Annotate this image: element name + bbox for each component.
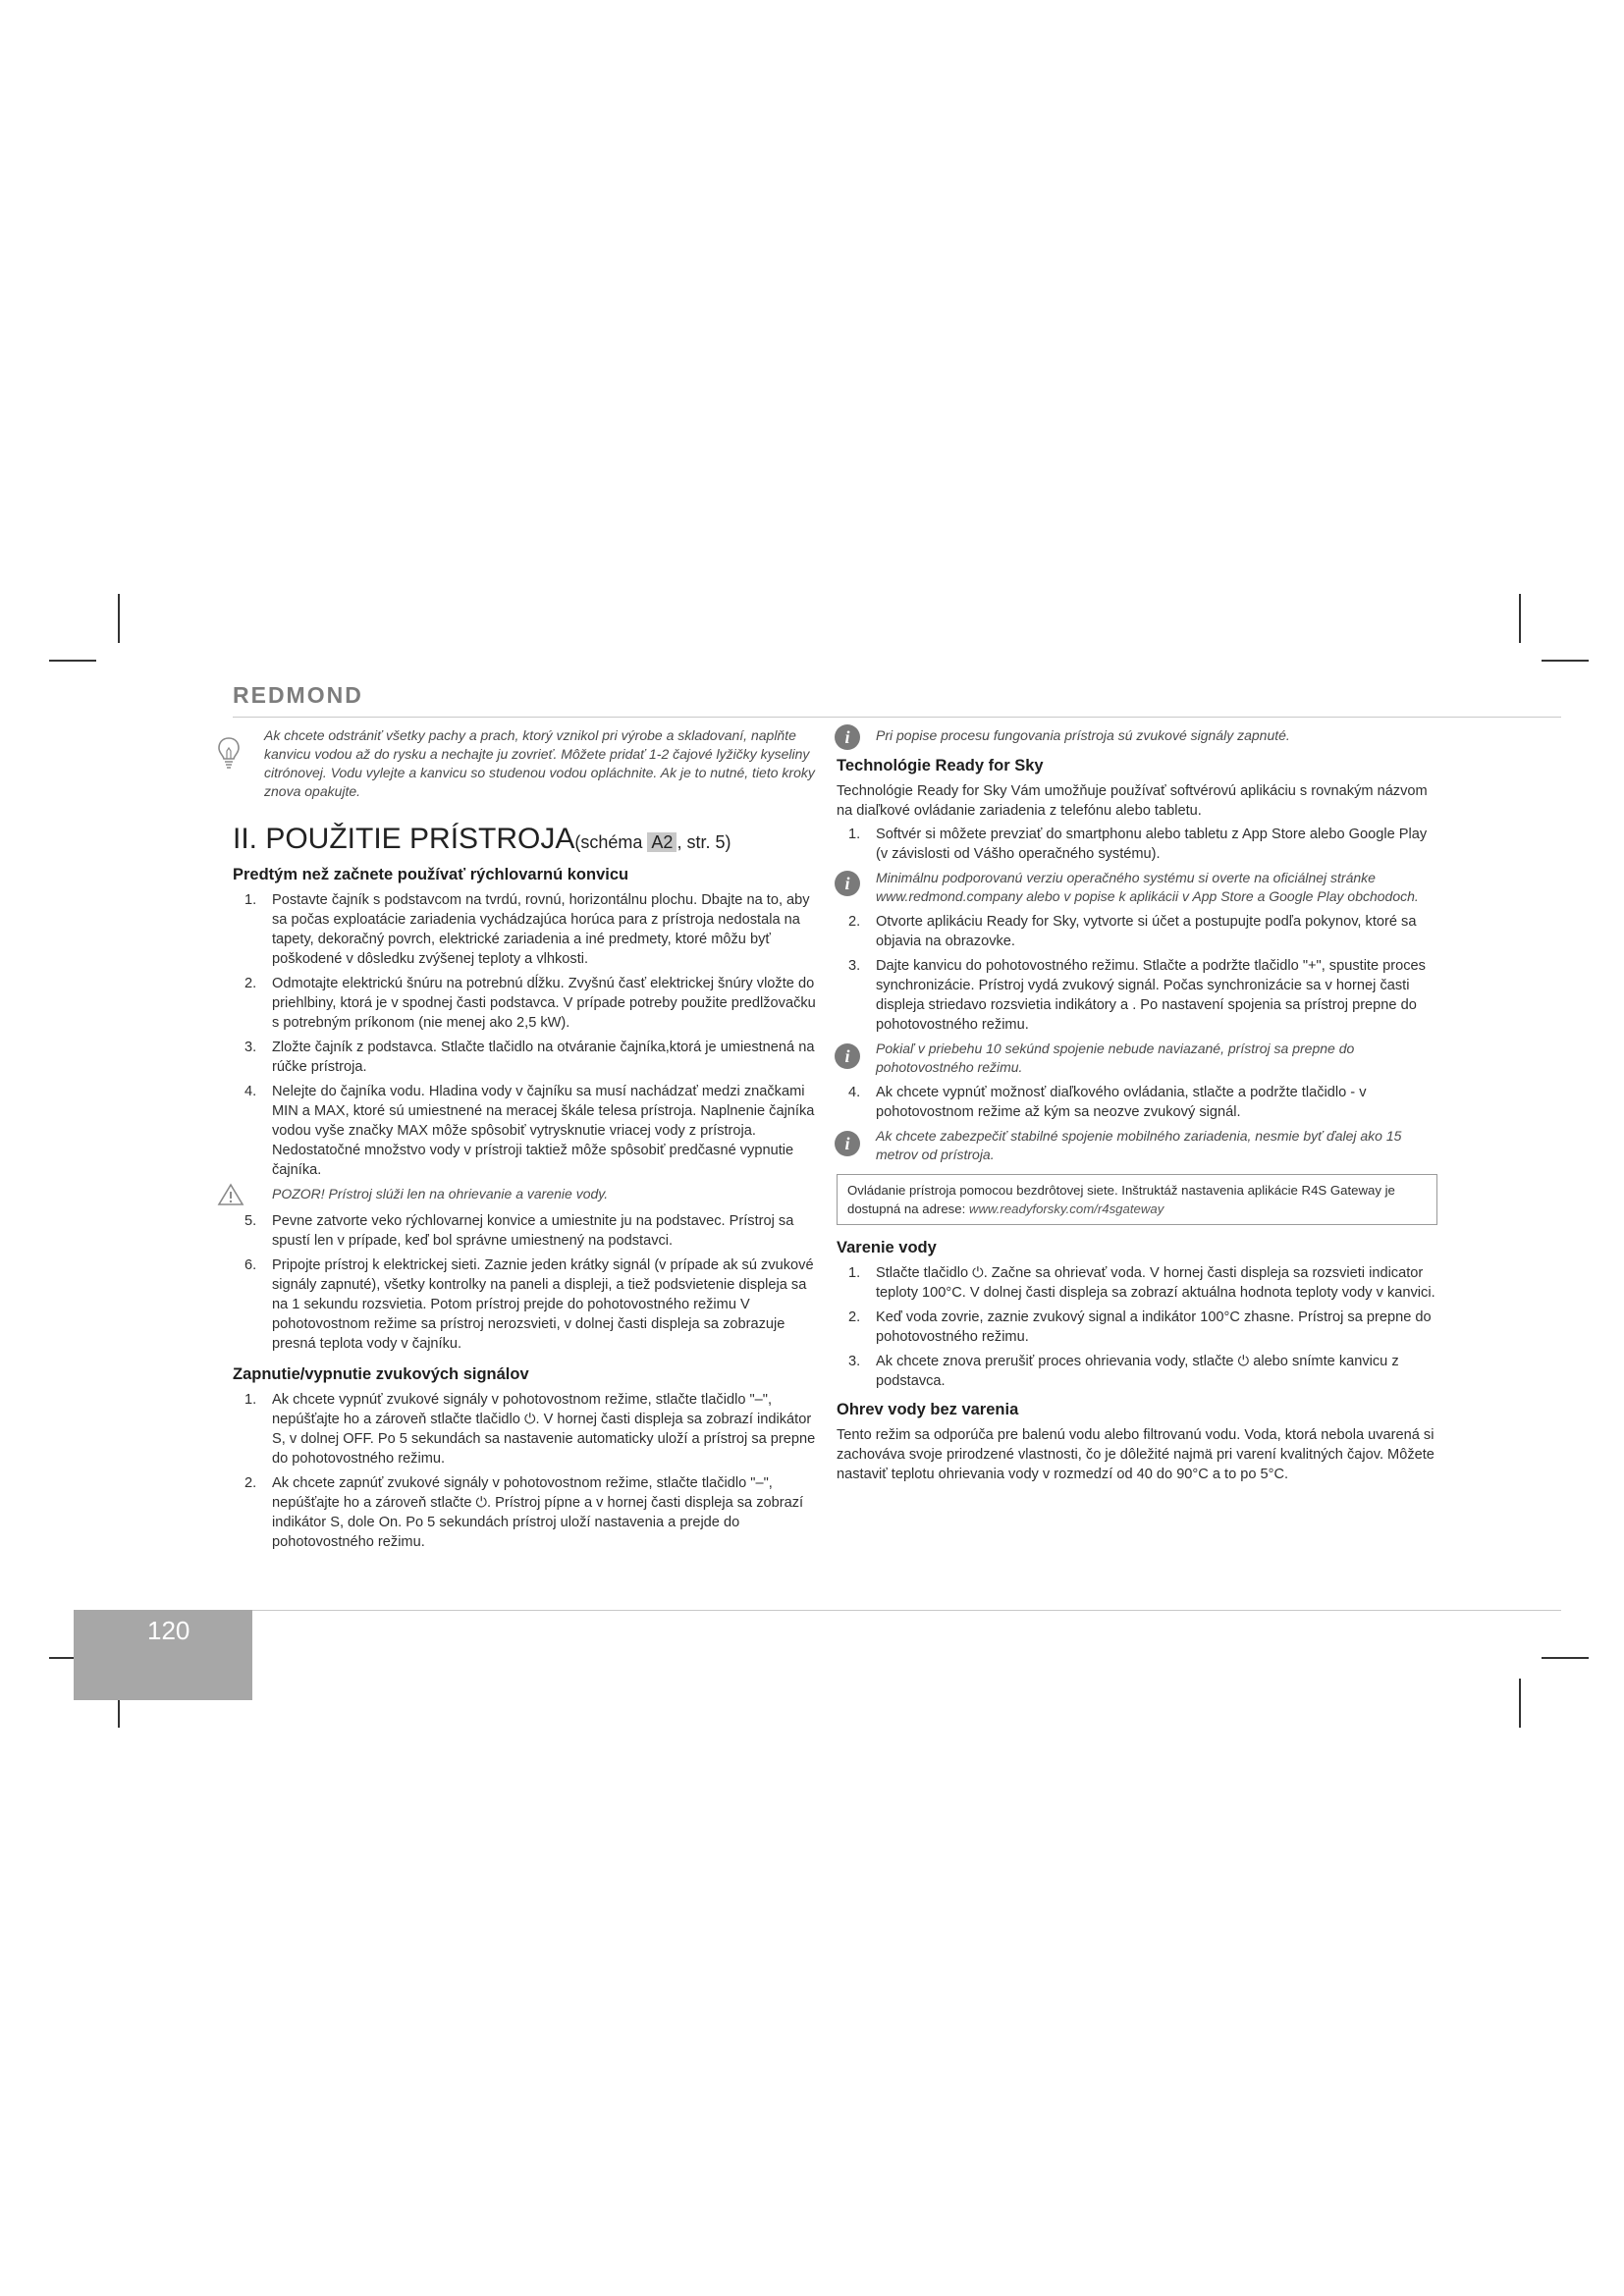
subsection-title: Technológie Ready for Sky xyxy=(837,757,1044,774)
page-number: 120 xyxy=(147,1616,190,1645)
sound-list xyxy=(233,1390,822,1552)
gateway-url[interactable]: www.readyforsky.com/r4sgateway xyxy=(968,1201,1164,1216)
crop-mark xyxy=(1542,1657,1589,1659)
gateway-note-box xyxy=(837,1174,1437,1225)
heading-sub-post: , str. 5) xyxy=(677,832,731,852)
lightbulb-icon xyxy=(217,736,241,770)
list-item: 1. Postavte čajník s podstavcom na tvrdú, rovnú, horizontálnu plochu. Dbajte na to, aby sa počas exploatácie zariadenia vychádzajúca horúca para z prístroja nedostala na tapety, dekoračný povrch, elektrické zariadenia a iné predmety, ktoré môžu byť poškodené v dôsledku zvýšenej teploty a vlhkosti. xyxy=(244,892,810,967)
crop-mark xyxy=(1519,1679,1521,1728)
info-callout xyxy=(837,726,1437,745)
sky-list-end xyxy=(837,1083,1437,1122)
subsection-title: Zapnutie/vypnutie zvukových signálov xyxy=(233,1365,529,1383)
footer-rule xyxy=(252,1610,1561,1611)
crop-mark xyxy=(118,594,120,643)
info-callout xyxy=(837,869,1437,906)
tip-callout xyxy=(233,726,822,801)
section-paragraph: Tento režim sa odporúča pre balenú vodu alebo filtrovanú vodu. Voda, ktorá nebola uvarená si zachováva svoje prirodzené vlastnosti, čo je dôležité najmä pri varení kvalitných čajov. Môžete nastaviť teplotu ohrievania vody v rozmedzí od 40 do 90°C a to po 5°C. xyxy=(837,1427,1435,1482)
brand-logo xyxy=(233,682,400,708)
info-text: Ak chcete zabezpečiť stabilné spojenie mobilného zariadenia, nesmie byť ďalej ako 15 metrov od prístroja. xyxy=(876,1128,1402,1162)
list-item: 2. Odmotajte elektrickú šnúru na potrebnú dĺžku. Zvyšnú časť elektrickej šnúry vložte do priehlbiny, ktorá je v spodnej časti podstavca. V prípade potreby použite predlžovačku s potrebným príkonom (nie menej ako 2,5 kW). xyxy=(244,976,816,1031)
info-icon: i xyxy=(835,1043,860,1069)
list-item: 2. Otvorte aplikáciu Ready for Sky, vytvorte si účet a postupujte podľa pokynov, ktoré sa objavia na obrazovke. xyxy=(848,914,1417,949)
info-callout xyxy=(837,1040,1437,1077)
boil-list xyxy=(837,1263,1437,1391)
list-item: 3. Ak chcete znova prerušiť proces ohrievania vody, stlačte ⏻ alebo snímte kanvicu z podstavca. xyxy=(848,1354,1399,1389)
crop-mark xyxy=(1542,660,1589,662)
left-column xyxy=(233,726,822,1557)
info-text: Pokiaľ v priebehu 10 sekúnd spojenie nebude naviazané, prístroj sa prepne do pohotovostného režimu. xyxy=(876,1041,1355,1075)
info-icon: i xyxy=(835,871,860,896)
list-item: 3. Zložte čajník z podstavca. Stlačte tlačidlo na otváranie čajníka,ktorá je umiestnená na rúčke prístroja. xyxy=(244,1040,815,1075)
right-column xyxy=(837,726,1437,1484)
warning-callout xyxy=(233,1185,822,1203)
list-item: 1. Softvér si môžete prevziať do smartphonu alebo tabletu z App Store alebo Google Play (v závislosti od Vášho operačného systému). xyxy=(848,827,1428,862)
info-icon: i xyxy=(835,724,860,750)
schema-badge: A2 xyxy=(647,832,677,852)
list-item: 2. Ak chcete zapnúť zvukové signály v pohotovostnom režime, stlačte tlačidlo "–", nepúšťajte ho a zároveň stlačte ⏻. Prístroj pípne a v hornej časti displeja sa zobrazí indikátor S, dole On. Po 5 sekundách prístroj uloží nastavenia a prejde do pohotovostného režimu. xyxy=(244,1475,804,1550)
info-icon: i xyxy=(835,1131,860,1156)
info-callout xyxy=(837,1127,1437,1164)
heading-main: II. POUŽITIE PRÍSTROJA xyxy=(233,823,575,855)
gateway-note-text: Ovládanie prístroja pomocou bezdrôtovej siete. Inštruktáž nastavenia aplikácie R4S Gateway je dostupná na adrese: xyxy=(847,1183,1395,1216)
sky-list-continued xyxy=(837,912,1437,1035)
subsection-title: Predtým než začnete používať rýchlovarnú konvicu xyxy=(233,866,629,883)
subsection-title: Ohrev vody bez varenia xyxy=(837,1401,1019,1418)
list-item: 3. Dajte kanvicu do pohotovostného režimu. Stlačte a podržte tlačidlo "+", spustite proces synchronizácie. Prístroj vydá zvukový signál. Počas synchronizácie sa v hornej časti displeja striedavo rozsvietia indikátory a . Po nastavení spojenia sa prístroj prepne do pohotovostného režimu. xyxy=(848,958,1426,1033)
list-item: 2. Keď voda zovrie, zaznie zvukový signal a indikátor 100°C zhasne. Prístroj sa prepne do pohotovostného režimu. xyxy=(848,1309,1432,1345)
list-item: 4. Nelejte do čajníka vodu. Hladina vody v čajníku sa musí nachádzať medzi značkami MIN a MAX, ktoré sú umiestnené na meracej škále telesa prístroja. Naplnenie čajníka vodou vyše značky MAX môže spôsobiť vytrysknutie vriacej vody z prístroja. Nedostatočné množstvo vody v prístroji taktiež môže spôsobiť predčasné vypnutie čajníka. xyxy=(244,1084,815,1178)
svg-text:REDMOND: REDMOND xyxy=(233,682,363,708)
list-item: 1. Stlačte tlačidlo ⏻. Začne sa ohrievať voda. V hornej časti displeja sa rozsvieti indicator teploty 100°C. V dolnej časti displeja sa zobrazí aktuálna hodnota teploty vody v kanvici. xyxy=(848,1265,1435,1301)
list-item: 6. Pripojte prístroj k elektrickej sieti. Zaznie jeden krátky signál (v prípade ak sú zvukové signály zapnuté), všetky kontrolky na paneli a displeji, a tiež podsvietenie displeja sa na 1 sekundu rozsvietia. Potom prístroj prejde do pohotovostného režimu V pohotovostnom režime sa prístroj nerozsvieti, v dolnej časti displeja sa zobrazuje presná teplota vody v čajníku. xyxy=(244,1257,814,1352)
tip-text: Ak chcete odstrániť všetky pachy a prach, ktorý vznikol pri výrobe a skladovaní, naplňte kanvicu vodou až do rysku a nechajte ju zovrieť. Môžete pridať 1-2 čajové lyžičky kyseliny citrónovej. Vodu vylejte a kanvicu so studenou vodou opláchnite. Ak je to nutné, tieto kroky znova opakujte. xyxy=(264,727,815,799)
crop-mark xyxy=(1519,594,1521,643)
info-text: Pri popise procesu fungovania prístroja sú zvukové signály zapnuté. xyxy=(876,727,1290,743)
sky-list xyxy=(837,825,1437,864)
list-item: 5. Pevne zatvorte veko rýchlovarnej konvice a umiestnite ju na podstavec. Prístroj sa spustí len v prípade, keď bol správne umiestnený na podstavci. xyxy=(244,1213,794,1249)
warning-triangle-icon xyxy=(217,1183,244,1206)
header-rule xyxy=(233,717,1561,718)
warning-text: POZOR! Prístroj slúži len na ohrievanie a varenie vody. xyxy=(272,1186,609,1201)
heading-sub-pre: (schéma xyxy=(574,832,648,852)
subsection-title: Varenie vody xyxy=(837,1239,937,1256)
setup-list-continued xyxy=(233,1211,822,1354)
crop-mark xyxy=(49,660,96,662)
section-intro: Technológie Ready for Sky Vám umožňuje používať softvérovú aplikáciu s rovnakým názvom na diaľkové ovládanie zariadenia z telefónu alebo tabletu. xyxy=(837,783,1428,819)
list-item: 1. Ak chcete vypnúť zvukové signály v pohotovostnom režime, stlačte tlačidlo "–", nepúšťajte ho a zároveň stlačte tlačidlo ⏻. V hornej časti displeja sa zobrazí indikátor S, v dolnej OFF. Po 5 sekundách sa nastavenie automaticky uloží a prístroj sa prepne do pohotovostného režimu. xyxy=(244,1392,816,1467)
list-item: 4. Ak chcete vypnúť možnosť diaľkového ovládania, stlačte a podržte tlačidlo - v pohotovostnom režime až kým sa neozve zvukový signál. xyxy=(848,1085,1367,1120)
setup-list xyxy=(233,890,822,1180)
info-text: Minimálnu podporovanú verziu operačného systému si overte na oficiálnej stránke www.redmond.company alebo v popise k aplikácii v App Store a Google Play obchodoch. xyxy=(876,870,1419,904)
section-heading xyxy=(233,823,822,856)
